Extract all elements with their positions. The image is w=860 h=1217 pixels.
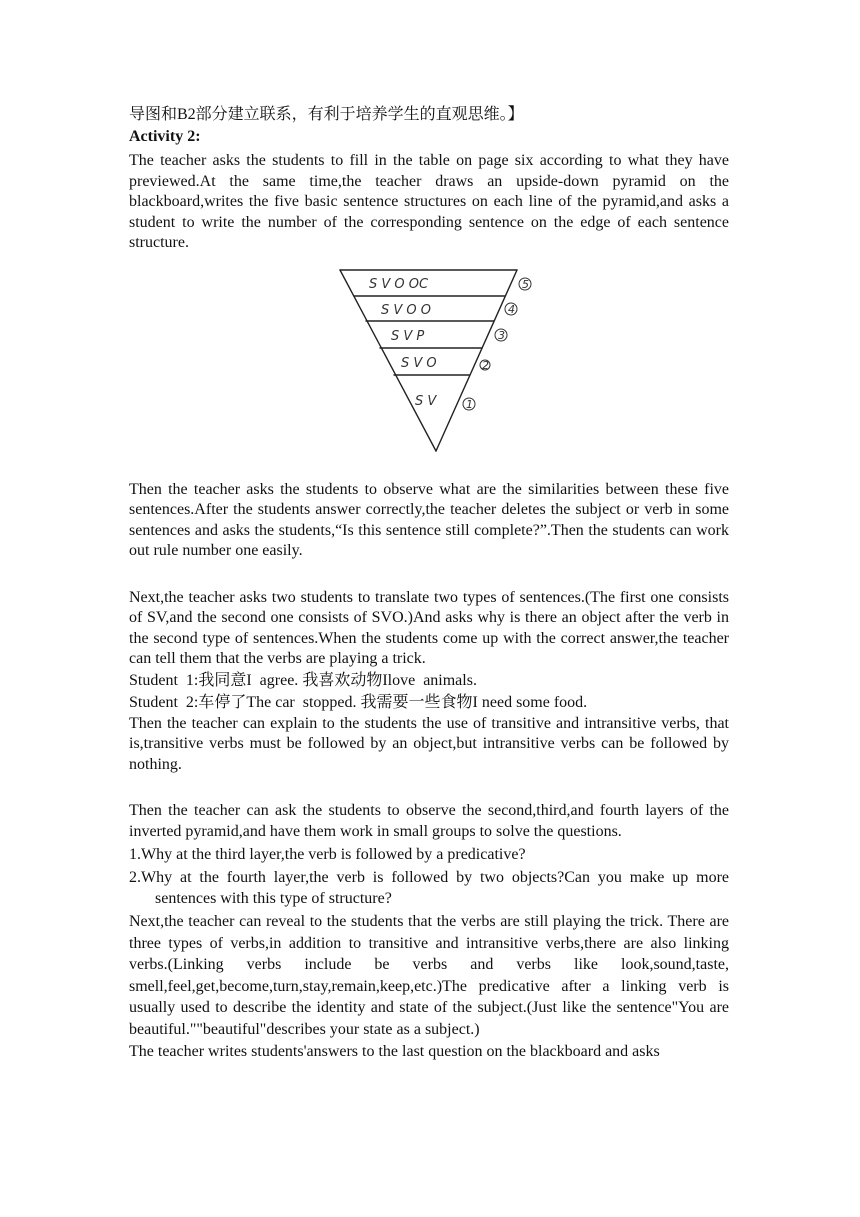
paragraph-1: The teacher asks the students to fill in the table on page six according to what they have previewed.At the same time,the teacher draws an upside-down pyramid on the blackboard,writes the five basic sentence structures on each line of the pyramid,and asks a student to write the number of the corresponding sentence on the edge of each sentence structure. <box>129 152 729 251</box>
student-1-row <box>129 670 729 692</box>
student-2-row <box>129 692 729 714</box>
inverted-pyramid-drawing <box>339 265 539 455</box>
pyramid-number-4: 4 <box>508 303 515 316</box>
pyramid-number-5: 5 <box>522 278 529 291</box>
paragraph-3: Next,the teacher asks two students to translate two types of sentences.(The first one consists of SV,and the second one consists of SVO.)And asks why is there an object after the verb in the second type of sentences.When the students come up with the correct answer,the teacher can tell them that the verbs are playing a trick. <box>129 588 729 667</box>
student-1-sentence-b: 我喜欢动物Ilove animals. <box>302 671 477 689</box>
student-2-sentence-b: 我需要一些食物I need some food. <box>360 693 588 711</box>
paragraph-6: Next,the teacher can reveal to the students that the verbs are still playing the trick. There are three types of verbs,in addition to transitive and intransitive verbs,there are also linking verbs.(Linking verbs include be verbs and verbs like look,sound,taste, smell,feel,get,become,turn,stay,remain,keep,etc.)The predicative after a linking verb is usually used to describe the identity and state of the subject.(Just like the sentence"You are beautiful.""beautiful"describes your state as a subject.) <box>129 913 729 1038</box>
activity-heading: Activity 2: <box>129 128 201 145</box>
question-2: 2.Why at the fourth layer,the verb is followed by two objects?Can you make up more sentences with this type of structure? <box>129 869 729 907</box>
paragraph-2: Then the teacher asks the students to observe what are the similarities between these five sentences.After the students answer correctly,the teacher deletes the subject or verb in some sentences and asks the students,“Is this sentence still complete?”.Then the students can work out rule number one easily. <box>129 480 729 559</box>
top-line: 导图和B2部分建立联系，有利于培养学生的直观思维。】 <box>129 106 524 123</box>
document-body <box>129 104 729 1063</box>
paragraph-5: Then the teacher can ask the students to observe the second,third,and fourth layers of the inverted pyramid,and have them work in small groups to solve the questions. <box>129 802 729 840</box>
pyramid-row-2-text: S V O O <box>381 303 432 318</box>
pyramid-right-edge <box>436 270 517 451</box>
question-1: 1.Why at the third layer,the verb is followed by a predicative? <box>129 846 526 863</box>
pyramid-row-5-text: S V <box>415 394 437 409</box>
student-2-sentence-a: Student 2:车停了The car stopped. <box>129 693 357 711</box>
pyramid-row-1-text: S V O OC <box>369 277 429 292</box>
pyramid-number-3: 3 <box>498 329 505 342</box>
pyramid-number-1: 1 <box>466 398 473 411</box>
paragraph-7: The teacher writes students'answers to the last question on the blackboard and asks <box>129 1043 660 1060</box>
pyramid-row-3-text: S V P <box>391 329 425 344</box>
pyramid-row-4-text: S V O <box>401 356 437 371</box>
paragraph-4: Then the teacher can explain to the students the use of transitive and intransitive verbs, that is,transitive verbs must be followed by an object,but intransitive verbs can be followed by nothing. <box>129 714 729 773</box>
student-1-sentence-a: Student 1:我同意I agree. <box>129 671 299 689</box>
pyramid-number-2: 2 <box>482 359 489 372</box>
